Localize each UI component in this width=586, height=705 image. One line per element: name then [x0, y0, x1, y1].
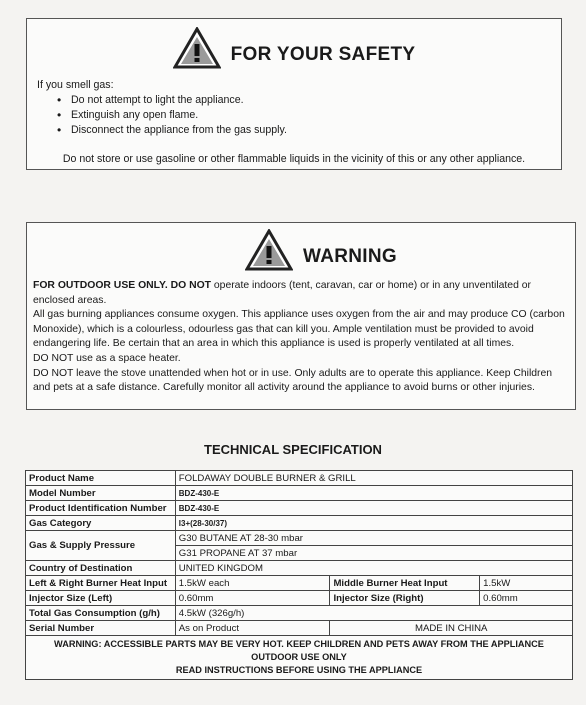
spec-value: As on Product: [175, 621, 330, 636]
warning-header: [67, 229, 575, 271]
spec-label: Product Identification Number: [26, 501, 176, 516]
safety-footer: Do not store or use gasoline or other flammable liquids in the vicinity of this or any other appliance.: [62, 153, 526, 165]
warning-triangle-icon: [173, 27, 221, 69]
spec-label: Injector Size (Right): [330, 591, 480, 606]
spec-value: I3+(28-30/37): [175, 516, 572, 531]
spec-value: G30 BUTANE AT 28-30 mbar: [175, 531, 572, 546]
spec-heading: TECHNICAL SPECIFICATION: [204, 442, 382, 457]
spec-value: FOLDAWAY DOUBLE BURNER & GRILL: [175, 471, 572, 486]
table-row: [26, 471, 573, 486]
spec-value: BDZ-430-E: [175, 501, 572, 516]
spec-label: Left & Right Burner Heat Input: [26, 576, 176, 591]
spec-value: UNITED KINGDOM: [175, 561, 572, 576]
table-row: [26, 621, 573, 636]
warning-paragraph-2: All gas burning appliances consume oxygen. This appliance uses oxygen from the air and may produce CO (carbon Monoxide), which is a colourless, odourless gas that can kill you. Ample ventilation must be provided to avoid endangering life. Be certain that an area in which this appliance is used is properly ventilated at all times.: [33, 309, 565, 350]
safety-box: [26, 18, 562, 170]
table-row: [26, 561, 573, 576]
spec-label: Total Gas Consumption (g/h): [26, 606, 176, 621]
spec-value: BDZ-430-E: [175, 486, 572, 501]
spec-notice: [26, 636, 573, 680]
table-row: [26, 591, 573, 606]
spec-label: Middle Burner Heat Input: [330, 576, 480, 591]
safety-list: [71, 93, 287, 138]
notice-line: WARNING: ACCESSIBLE PARTS MAY BE VERY HOT. KEEP CHILDREN AND PETS AWAY FROM THE APPLIANCE: [54, 639, 544, 649]
spec-label: Gas Category: [26, 516, 176, 531]
safety-header: [27, 27, 561, 69]
warning-title: WARNING: [303, 246, 397, 267]
table-row: [26, 531, 573, 546]
spec-label: Country of Destination: [26, 561, 176, 576]
table-row: [26, 606, 573, 621]
warning-text: operate indoors (tent, caravan, car or home) or in any unventilated or enclosed areas.: [33, 280, 531, 306]
spec-label: Gas & Supply Pressure: [26, 531, 176, 561]
table-row: [26, 486, 573, 501]
warning-box: [26, 222, 576, 410]
spec-value: 1.5kW: [480, 576, 573, 591]
safety-bullet: • Do not attempt to light the appliance.: [71, 93, 287, 108]
safety-intro: If you smell gas:: [37, 79, 114, 91]
spec-value: 0.60mm: [480, 591, 573, 606]
safety-title: FOR YOUR SAFETY: [230, 44, 416, 65]
table-row: [26, 501, 573, 516]
notice-line: READ INSTRUCTIONS BEFORE USING THE APPLIANCE: [175, 665, 423, 675]
notice-line: OUTDOOR USE ONLY: [251, 652, 347, 662]
warning-body: [33, 279, 569, 396]
table-row: [26, 636, 573, 680]
spec-label: Injector Size (Left): [26, 591, 176, 606]
made-in-label: MADE IN CHINA: [330, 621, 573, 636]
warning-paragraph-1: [33, 279, 569, 308]
safety-bullet: • Disconnect the appliance from the gas supply.: [71, 123, 287, 138]
spec-label: Model Number: [26, 486, 176, 501]
spec-label: Product Name: [26, 471, 176, 486]
warning-triangle-icon: [245, 229, 293, 271]
spec-value: 4.5kW (326g/h): [175, 606, 572, 621]
warning-bold-text: FOR OUTDOOR USE ONLY. DO NOT: [33, 280, 211, 291]
spec-value: G31 PROPANE AT 37 mbar: [175, 546, 572, 561]
warning-paragraph-3: DO NOT use as a space heater.: [33, 352, 181, 364]
table-row: [26, 576, 573, 591]
spec-value: 1.5kW each: [175, 576, 330, 591]
spec-value: 0.60mm: [175, 591, 330, 606]
spec-table: [25, 470, 573, 680]
safety-bullet: • Extinguish any open flame.: [71, 108, 287, 123]
spec-label: Serial Number: [26, 621, 176, 636]
table-row: [26, 516, 573, 531]
warning-paragraph-4: DO NOT leave the stove unattended when hot or in use. Only adults are to operate this appliance. Keep Children and pets at a safe distance. Carefully monitor all activity around the appliance to avoid burns or other injuries.: [33, 367, 553, 394]
